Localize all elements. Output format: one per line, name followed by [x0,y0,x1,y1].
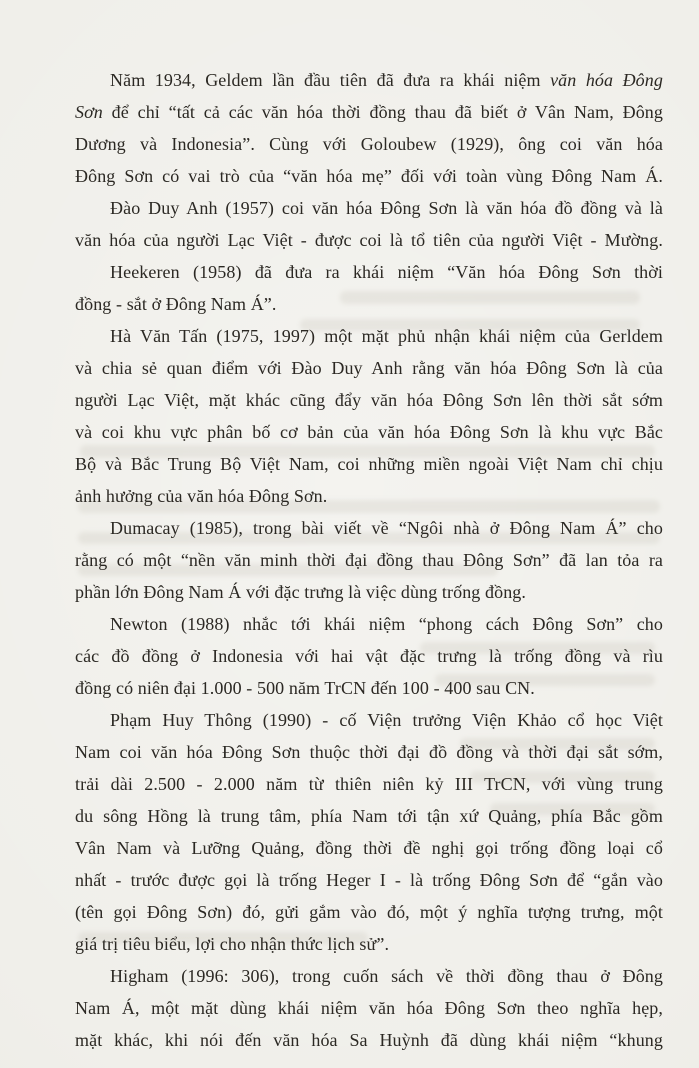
page-text [75,64,663,1056]
text-segment: và coi khu vực phân bố cơ bản của văn hóa Đông Sơn là khu vực Bắc [75,422,663,442]
italic-text-segment: Sơn [75,102,103,122]
text-line [75,576,663,608]
text-line [75,128,663,160]
text-segment: Nam coi văn hóa Đông Sơn thuộc thời đại đồ đồng và thời đại sắt sớm, [75,742,663,762]
text-segment: (tên gọi Đông Sơn) đó, gửi gắm vào đó, một ý nghĩa tượng trưng, một [75,902,663,922]
text-line [75,512,663,544]
text-line [75,64,663,96]
text-line [75,480,663,512]
paragraph [75,704,663,960]
text-segment: Dumacay (1985), trong bài viết về “Ngôi nhà ở Đông Nam Á” cho [110,518,663,538]
text-segment: Dương và Indonesia”. Cùng với Goloubew (1929), ông coi văn hóa [75,134,663,154]
text-line [75,192,663,224]
text-line [75,384,663,416]
text-segment: du sông Hồng là trung tâm, phía Nam tới tận xứ Quảng, phía Bắc gồm [75,806,663,826]
text-segment: Đông Sơn có vai trò của “văn hóa mẹ” đối với toàn vùng Đông Nam Á. [75,166,663,186]
text-segment: Vân Nam và Lưỡng Quảng, đồng thời đề nghị gọi trống đồng loại cổ [75,838,663,858]
text-segment: Đào Duy Anh (1957) coi văn hóa Đông Sơn là văn hóa đồ đồng và là [110,198,663,218]
text-segment: đồng có niên đại 1.000 - 500 năm TrCN đến 100 - 400 sau CN. [75,678,535,698]
text-line [75,800,663,832]
paragraph [75,960,663,1056]
paragraph [75,320,663,512]
text-line [75,864,663,896]
text-segment: trải dài 2.500 - 2.000 năm từ thiên niên kỷ III TrCN, với vùng trung [75,774,663,794]
text-segment: Newton (1988) nhắc tới khái niệm “phong cách Đông Sơn” cho [110,614,663,634]
text-line [75,672,663,704]
text-segment: người Lạc Việt, mặt khác cũng đẩy văn hóa Đông Sơn lên thời sắt sớm [75,390,663,410]
text-line [75,704,663,736]
text-segment: giá trị tiêu biểu, lợi cho nhận thức lịch sử”. [75,934,390,954]
text-line [75,608,663,640]
text-line [75,448,663,480]
text-segment: đồng - sắt ở Đông Nam Á”. [75,294,277,314]
text-line [75,832,663,864]
text-line [75,352,663,384]
italic-text-segment: văn hóa Đông [550,70,663,90]
text-line [75,640,663,672]
paragraph [75,608,663,704]
text-line [75,768,663,800]
text-line [75,992,663,1024]
text-segment: Nam Á, một mặt dùng khái niệm văn hóa Đông Sơn theo nghĩa hẹp, [75,998,663,1018]
text-line [75,96,663,128]
text-line [75,928,663,960]
paragraph [75,256,663,320]
text-segment: Năm 1934, Geldem lần đầu tiên đã đưa ra khái niệm [110,70,551,90]
text-segment: Higham (1996: 306), trong cuốn sách về thời đồng thau ở Đông [110,966,663,986]
text-line [75,960,663,992]
text-line [75,416,663,448]
text-segment: mặt khác, khi nói đến văn hóa Sa Huỳnh đã dùng khái niệm “khung [75,1030,663,1050]
text-segment: nhất - trước được gọi là trống Heger I - là trống Đông Sơn để “gắn vào [75,870,663,890]
text-segment: Phạm Huy Thông (1990) - cố Viện trưởng Viện Khảo cổ học Việt [110,710,663,730]
text-line [75,160,663,192]
text-line [75,288,663,320]
text-segment: phần lớn Đông Nam Á với đặc trưng là việc dùng trống đồng. [75,582,527,602]
paragraph [75,512,663,608]
text-segment: các đồ đồng ở Indonesia với hai vật đặc trưng là trống đồng và rìu [75,646,663,666]
text-segment: văn hóa của người Lạc Việt - được coi là tổ tiên của người Việt - Mường. [75,230,663,250]
text-segment: Heekeren (1958) đã đưa ra khái niệm “Văn hóa Đông Sơn thời [110,262,663,282]
text-line [75,544,663,576]
text-line [75,896,663,928]
text-segment: để chỉ “tất cả các văn hóa thời đồng thau đã biết ở Vân Nam, Đông [102,102,663,122]
paragraph [75,64,663,192]
text-segment: rằng có một “nền văn minh thời đại đồng thau Đông Sơn” đã lan tỏa ra [75,550,663,570]
text-line [75,736,663,768]
text-line [75,1024,663,1056]
text-segment: Bộ và Bắc Trung Bộ Việt Nam, coi những miền ngoài Việt Nam chỉ chịu [75,454,663,474]
paragraph [75,192,663,256]
text-segment: Hà Văn Tấn (1975, 1997) một mặt phủ nhận khái niệm của Gerldem [110,326,663,346]
text-line [75,224,663,256]
text-line [75,320,663,352]
text-segment: và chia sẻ quan điểm với Đào Duy Anh rằng văn hóa Đông Sơn là của [75,358,663,378]
text-line [75,256,663,288]
text-segment: ảnh hưởng của văn hóa Đông Sơn. [75,486,328,506]
